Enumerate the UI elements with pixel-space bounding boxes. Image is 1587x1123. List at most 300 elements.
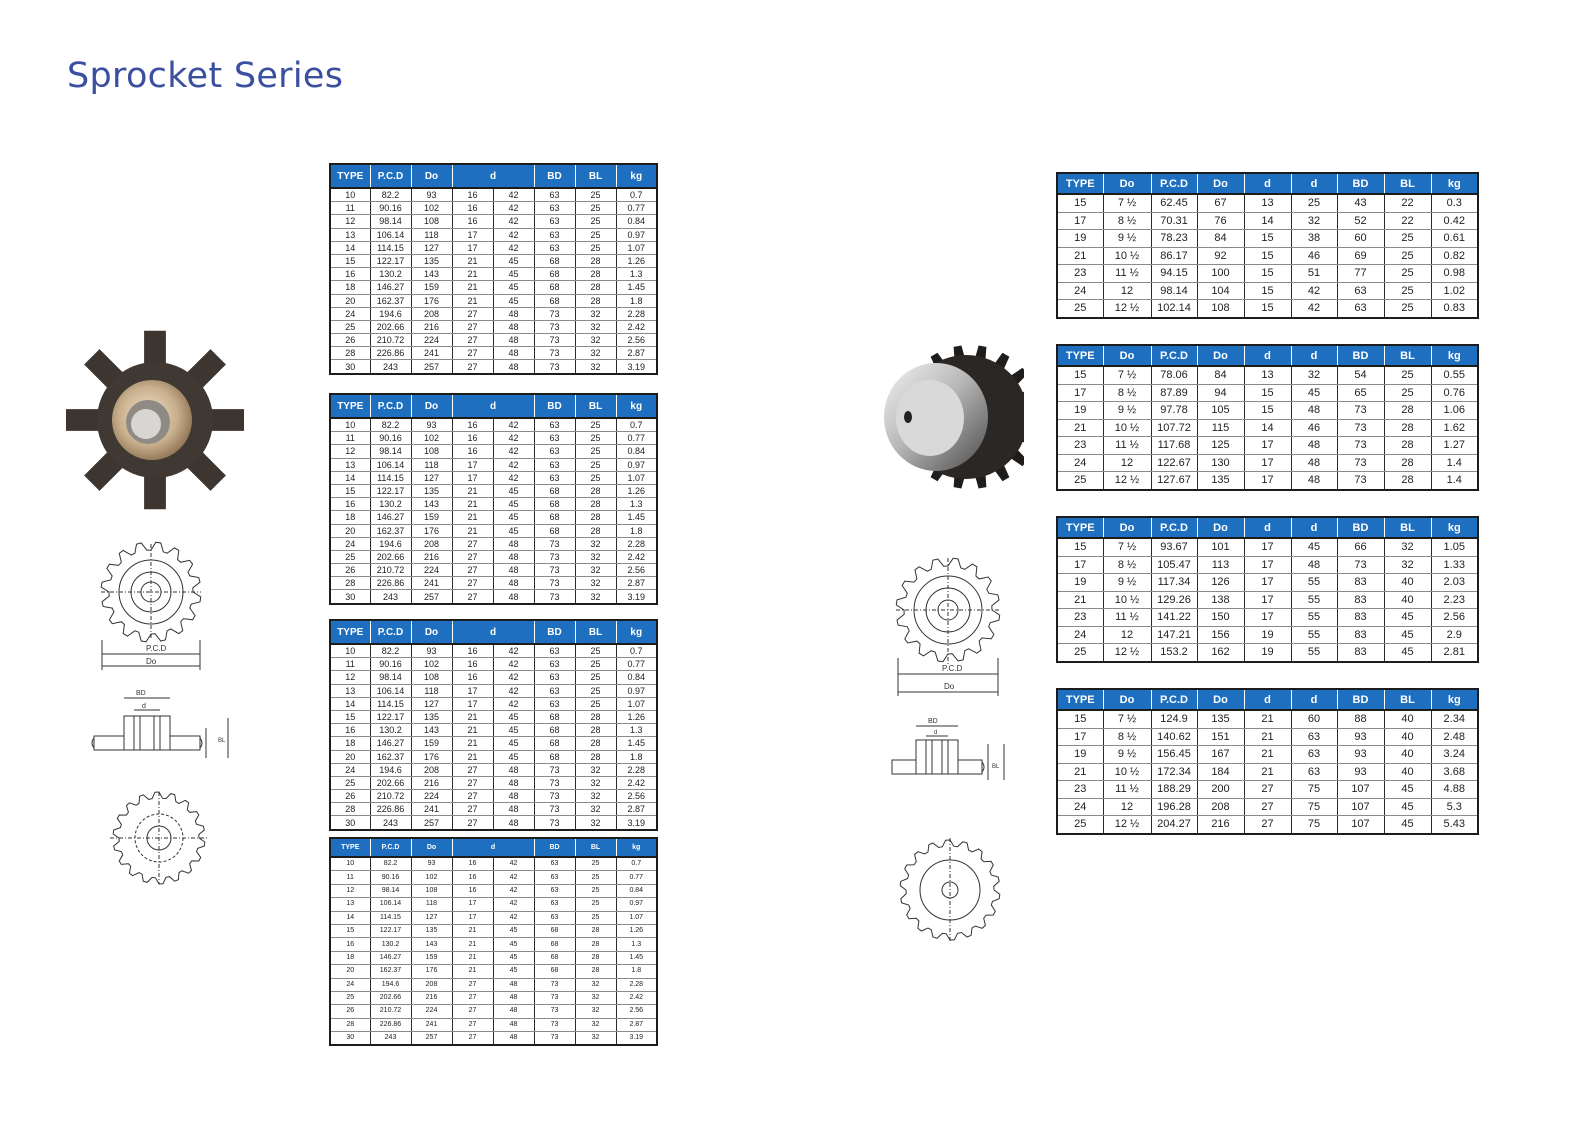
do-label: Do <box>146 657 157 666</box>
table-cell: 63 <box>1291 746 1337 764</box>
table-cell: 32 <box>575 564 616 577</box>
table-row <box>330 697 657 710</box>
table-cell: 1.26 <box>616 254 657 267</box>
table-cell: 146.27 <box>370 281 411 294</box>
table-cell: 16 <box>330 938 370 951</box>
table-cell: 241 <box>411 803 452 816</box>
table-header-row <box>1057 517 1478 538</box>
table-cell: 162.37 <box>370 965 411 978</box>
table-row <box>1057 300 1478 318</box>
table-cell: 18 <box>330 737 370 750</box>
table-cell: 216 <box>411 776 452 789</box>
table-cell: 48 <box>493 790 534 803</box>
column-header: kg <box>616 394 657 418</box>
table-row <box>330 577 657 590</box>
column-header: Do <box>411 394 452 418</box>
table-cell: 62.45 <box>1151 194 1197 212</box>
table-cell: 17 <box>1057 556 1103 574</box>
table-cell: 13 <box>330 898 370 911</box>
table-cell: 10 <box>330 857 370 871</box>
table-cell: 107.72 <box>1151 419 1197 437</box>
table-cell: 2.42 <box>616 776 657 789</box>
column-header: TYPE <box>330 394 370 418</box>
table-row <box>330 320 657 333</box>
column-header: BD <box>534 620 575 644</box>
table-cell: 107 <box>1337 781 1384 799</box>
table-cell: 28 <box>575 294 616 307</box>
table-cell: 73 <box>1337 454 1384 472</box>
column-header: TYPE <box>330 838 370 857</box>
table-cell: 141.22 <box>1151 609 1197 627</box>
table-cell: 156.45 <box>1151 746 1197 764</box>
table-cell: 45 <box>493 965 534 978</box>
table-cell: 0.7 <box>616 857 657 871</box>
table-cell: 45 <box>493 724 534 737</box>
table-cell: 45 <box>1291 538 1337 556</box>
table-cell: 24 <box>330 763 370 776</box>
table-cell: 224 <box>411 334 452 347</box>
table-cell: 162.37 <box>370 294 411 307</box>
table-cell: 135 <box>1197 710 1244 728</box>
table-row <box>330 590 657 604</box>
table-cell: 16 <box>330 498 370 511</box>
table-cell: 83 <box>1337 591 1384 609</box>
table-cell: 12 <box>330 671 370 684</box>
table-cell: 45 <box>493 511 534 524</box>
table-cell: 11 ½ <box>1103 265 1151 283</box>
table-cell: 27 <box>452 790 493 803</box>
table-cell: 98.14 <box>370 445 411 458</box>
table-row <box>330 498 657 511</box>
table-cell: 55 <box>1291 644 1337 662</box>
table-row <box>330 307 657 320</box>
table-row <box>330 737 657 750</box>
table-cell: 42 <box>493 884 534 897</box>
table-cell: 102.14 <box>1151 300 1197 318</box>
table-row <box>330 857 657 871</box>
table-cell: 11 ½ <box>1103 437 1151 455</box>
table-cell: 208 <box>411 537 452 550</box>
table-cell: 21 <box>452 498 493 511</box>
table-cell: 28 <box>575 511 616 524</box>
table-cell: 25 <box>575 644 616 658</box>
table-cell: 10 <box>330 188 370 202</box>
table-cell: 32 <box>1384 538 1431 556</box>
column-header: d <box>1291 689 1337 710</box>
table-cell: 28 <box>1384 437 1431 455</box>
table-cell: 226.86 <box>370 803 411 816</box>
table-cell: 130.2 <box>370 938 411 951</box>
table-cell: 21 <box>452 750 493 763</box>
table-cell: 73 <box>534 564 575 577</box>
table-cell: 184 <box>1197 763 1244 781</box>
table-cell: 0.42 <box>1431 212 1478 230</box>
table-cell: 2.28 <box>616 537 657 550</box>
table-cell: 63 <box>534 418 575 432</box>
table-cell: 16 <box>452 671 493 684</box>
table-cell: 28 <box>575 750 616 763</box>
table-cell: 42 <box>493 871 534 884</box>
table-cell: 12 ½ <box>1103 300 1151 318</box>
table-cell: 48 <box>493 1032 534 1046</box>
table-cell: 113 <box>1197 556 1244 574</box>
table-cell: 93 <box>411 857 452 871</box>
table-cell: 32 <box>575 537 616 550</box>
table-cell: 28 <box>575 951 616 964</box>
table-cell: 16 <box>452 188 493 202</box>
table-cell: 63 <box>534 228 575 241</box>
table-cell: 32 <box>575 816 616 830</box>
table-cell: 1.07 <box>616 697 657 710</box>
table-cell: 16 <box>452 202 493 215</box>
table-cell: 23 <box>1057 265 1103 283</box>
table-cell: 135 <box>411 484 452 497</box>
table-cell: 28 <box>575 524 616 537</box>
table-cell: 48 <box>493 590 534 604</box>
table-cell: 19 <box>1057 746 1103 764</box>
table-cell: 28 <box>330 803 370 816</box>
table-cell: 1.02 <box>1431 282 1478 300</box>
table-cell: 2.34 <box>1431 710 1478 728</box>
table-cell: 48 <box>1291 472 1337 490</box>
table-cell: 108 <box>411 671 452 684</box>
table-cell: 5.43 <box>1431 816 1478 834</box>
table-cell: 200 <box>1197 781 1244 799</box>
table-cell: 0.82 <box>1431 247 1478 265</box>
table-cell: 1.45 <box>616 511 657 524</box>
table-cell: 82.2 <box>370 188 411 202</box>
table-cell: 46 <box>1291 419 1337 437</box>
table-cell: 75 <box>1291 816 1337 834</box>
table-cell: 68 <box>534 281 575 294</box>
table-cell: 12 <box>1103 454 1151 472</box>
table-cell: 25 <box>575 911 616 924</box>
table-cell: 28 <box>575 737 616 750</box>
table-cell: 241 <box>411 577 452 590</box>
table-cell: 25 <box>575 471 616 484</box>
table-cell: 17 <box>452 228 493 241</box>
table-cell: 21 <box>452 281 493 294</box>
table-cell: 63 <box>534 445 575 458</box>
table-cell: 25 <box>575 697 616 710</box>
table-cell: 127 <box>411 471 452 484</box>
table-cell: 243 <box>370 360 411 374</box>
table-cell: 69 <box>1337 247 1384 265</box>
table-cell: 1.45 <box>616 281 657 294</box>
table-cell: 13 <box>330 228 370 241</box>
table-cell: 117.68 <box>1151 437 1197 455</box>
table-cell: 87.89 <box>1151 384 1197 402</box>
page-title: Sprocket Series <box>67 56 344 96</box>
table-cell: 32 <box>575 307 616 320</box>
table-cell: 45 <box>493 281 534 294</box>
table-cell: 17 <box>1244 591 1291 609</box>
table-cell: 17 <box>1057 384 1103 402</box>
column-header: Do <box>1197 689 1244 710</box>
column-header: BD <box>534 838 575 857</box>
table-cell: 241 <box>411 1018 452 1031</box>
table-cell: 98.14 <box>1151 282 1197 300</box>
column-header: BL <box>1384 345 1431 366</box>
table-cell: 45 <box>1384 781 1431 799</box>
table-cell: 16 <box>452 215 493 228</box>
table-cell: 1.07 <box>616 241 657 254</box>
table-cell: 20 <box>330 750 370 763</box>
table-cell: 24 <box>1057 282 1103 300</box>
table-cell: 210.72 <box>370 564 411 577</box>
table-cell: 25 <box>575 857 616 871</box>
table-cell: 42 <box>493 458 534 471</box>
table-row <box>330 484 657 497</box>
table-cell: 2.28 <box>616 763 657 776</box>
table-cell: 114.15 <box>370 911 411 924</box>
table-header-row <box>330 164 657 188</box>
column-header: BL <box>1384 689 1431 710</box>
table-cell: 105 <box>1197 402 1244 420</box>
table-cell: 28 <box>575 281 616 294</box>
table-cell: 3.19 <box>616 590 657 604</box>
table-cell: 48 <box>493 991 534 1004</box>
table-cell: 68 <box>534 724 575 737</box>
table-cell: 32 <box>1291 366 1337 384</box>
table-row <box>1057 419 1478 437</box>
table-cell: 28 <box>575 484 616 497</box>
table-cell: 27 <box>452 307 493 320</box>
table-cell: 55 <box>1291 574 1337 592</box>
table-cell: 48 <box>1291 437 1337 455</box>
table-row <box>330 790 657 803</box>
table-cell: 27 <box>452 763 493 776</box>
table-cell: 73 <box>534 334 575 347</box>
table-cell: 83 <box>1337 644 1384 662</box>
column-header: TYPE <box>330 620 370 644</box>
table-cell: 11 ½ <box>1103 609 1151 627</box>
table-cell: 45 <box>493 254 534 267</box>
table-row <box>330 550 657 563</box>
table-cell: 20 <box>330 294 370 307</box>
table-cell: 194.6 <box>370 978 411 991</box>
table-cell: 42 <box>493 202 534 215</box>
table-cell: 28 <box>575 710 616 723</box>
table-cell: 210.72 <box>370 790 411 803</box>
table-cell: 14 <box>330 911 370 924</box>
table-cell: 17 <box>452 684 493 697</box>
table-cell: 19 <box>1057 402 1103 420</box>
table-cell: 30 <box>330 360 370 374</box>
table-row <box>330 644 657 658</box>
table-cell: 0.97 <box>616 458 657 471</box>
table-cell: 25 <box>575 215 616 228</box>
table-cell: 77 <box>1337 265 1384 283</box>
table-cell: 32 <box>575 590 616 604</box>
table-cell: 25 <box>1384 247 1431 265</box>
table-cell: 73 <box>534 550 575 563</box>
table-cell: 129.26 <box>1151 591 1197 609</box>
table-cell: 12 <box>1103 626 1151 644</box>
column-header: TYPE <box>1057 173 1103 194</box>
table-cell: 114.15 <box>370 241 411 254</box>
table-cell: 55 <box>1291 591 1337 609</box>
table-cell: 130.2 <box>370 724 411 737</box>
table-cell: 67 <box>1197 194 1244 212</box>
table-cell: 122.17 <box>370 924 411 937</box>
table-cell: 126 <box>1197 574 1244 592</box>
table-cell: 48 <box>493 577 534 590</box>
table-cell: 45 <box>493 737 534 750</box>
table-cell: 21 <box>1244 763 1291 781</box>
sprocket-chain-drawing-right <box>894 832 1006 946</box>
table-cell: 108 <box>1197 300 1244 318</box>
table-cell: 162.37 <box>370 524 411 537</box>
table-cell: 25 <box>575 871 616 884</box>
table-row <box>330 871 657 884</box>
table-cell: 63 <box>534 911 575 924</box>
table-cell: 63 <box>1337 300 1384 318</box>
table-cell: 27 <box>452 776 493 789</box>
table-cell: 1.07 <box>616 911 657 924</box>
table-cell: 25 <box>575 884 616 897</box>
table-cell: 156 <box>1197 626 1244 644</box>
table-cell: 18 <box>330 951 370 964</box>
table-cell: 2.03 <box>1431 574 1478 592</box>
table-cell: 45 <box>1291 384 1337 402</box>
table-cell: 88 <box>1337 710 1384 728</box>
table-cell: 73 <box>534 978 575 991</box>
table-cell: 176 <box>411 524 452 537</box>
table-cell: 0.61 <box>1431 230 1478 248</box>
table-cell: 101 <box>1197 538 1244 556</box>
table-cell: 104 <box>1197 282 1244 300</box>
table-cell: 15 <box>1244 384 1291 402</box>
table-cell: 68 <box>534 498 575 511</box>
table-cell: 63 <box>534 644 575 658</box>
table-cell: 216 <box>411 320 452 333</box>
table-cell: 45 <box>1384 609 1431 627</box>
table-cell: 48 <box>493 307 534 320</box>
table-row <box>1057 746 1478 764</box>
column-header: Do <box>411 164 452 188</box>
column-header: P.C.D <box>370 394 411 418</box>
table-cell: 15 <box>330 924 370 937</box>
table-cell: 11 <box>330 432 370 445</box>
table-cell: 73 <box>1337 402 1384 420</box>
table-cell: 28 <box>575 924 616 937</box>
table-cell: 1.26 <box>616 484 657 497</box>
table-cell: 1.3 <box>616 498 657 511</box>
table-cell: 2.87 <box>616 1018 657 1031</box>
table-cell: 90.16 <box>370 432 411 445</box>
table-cell: 0.83 <box>1431 300 1478 318</box>
column-header: d <box>1244 517 1291 538</box>
table-cell: 28 <box>330 577 370 590</box>
table-cell: 1.06 <box>1431 402 1478 420</box>
table-cell: 42 <box>493 188 534 202</box>
table-row <box>330 763 657 776</box>
table-cell: 42 <box>1291 282 1337 300</box>
table-cell: 12 ½ <box>1103 816 1151 834</box>
column-header: Do <box>1103 689 1151 710</box>
table-cell: 143 <box>411 268 452 281</box>
table-cell: 216 <box>411 550 452 563</box>
table-cell: 12 ½ <box>1103 644 1151 662</box>
table-cell: 28 <box>330 347 370 360</box>
table-cell: 2.28 <box>616 307 657 320</box>
table-cell: 82.2 <box>370 418 411 432</box>
table-cell: 42 <box>493 432 534 445</box>
table-cell: 68 <box>534 750 575 763</box>
table-cell: 40 <box>1384 763 1431 781</box>
table-cell: 75 <box>1291 798 1337 816</box>
table-cell: 27 <box>452 360 493 374</box>
table-cell: 8 ½ <box>1103 728 1151 746</box>
table-cell: 15 <box>1244 247 1291 265</box>
table-cell: 93 <box>411 644 452 658</box>
table-cell: 2.9 <box>1431 626 1478 644</box>
column-header: P.C.D <box>1151 173 1197 194</box>
table-cell: 208 <box>411 307 452 320</box>
table-cell: 159 <box>411 737 452 750</box>
table-cell: 78.06 <box>1151 366 1197 384</box>
table-cell: 25 <box>330 776 370 789</box>
table-cell: 10 <box>330 644 370 658</box>
table-cell: 93 <box>411 418 452 432</box>
table-cell: 2.56 <box>616 1005 657 1018</box>
table-cell: 48 <box>493 1018 534 1031</box>
table-cell: 54 <box>1337 366 1384 384</box>
table-cell: 40 <box>1384 728 1431 746</box>
column-header: P.C.D <box>370 838 411 857</box>
table-cell: 0.84 <box>616 671 657 684</box>
table-cell: 48 <box>1291 556 1337 574</box>
table-cell: 1.45 <box>616 951 657 964</box>
table-cell: 159 <box>411 951 452 964</box>
table-cell: 27 <box>1244 781 1291 799</box>
table-cell: 13 <box>1244 194 1291 212</box>
table-cell: 2.56 <box>1431 609 1478 627</box>
column-header: kg <box>1431 689 1478 710</box>
spec-table-left-1 <box>329 163 658 375</box>
table-cell: 10 ½ <box>1103 419 1151 437</box>
table-cell: 0.3 <box>1431 194 1478 212</box>
table-cell: 14 <box>330 697 370 710</box>
table-cell: 42 <box>493 658 534 671</box>
table-row <box>1057 402 1478 420</box>
table-cell: 12 <box>330 215 370 228</box>
table-cell: 11 <box>330 871 370 884</box>
table-cell: 63 <box>534 241 575 254</box>
table-cell: 63 <box>534 684 575 697</box>
table-cell: 1.8 <box>616 750 657 763</box>
table-cell: 1.26 <box>616 710 657 723</box>
table-cell: 78.23 <box>1151 230 1197 248</box>
column-header: TYPE <box>330 164 370 188</box>
table-cell: 25 <box>330 991 370 1004</box>
table-cell: 25 <box>575 188 616 202</box>
table-cell: 0.77 <box>616 432 657 445</box>
table-cell: 28 <box>1384 402 1431 420</box>
column-header: Do <box>1103 173 1151 194</box>
table-cell: 16 <box>452 418 493 432</box>
table-cell: 102 <box>411 432 452 445</box>
table-cell: 202.66 <box>370 550 411 563</box>
table-cell: 1.05 <box>1431 538 1478 556</box>
table-cell: 102 <box>411 658 452 671</box>
table-cell: 130.2 <box>370 498 411 511</box>
sprocket-front-drawing-left <box>96 540 206 670</box>
table-cell: 243 <box>370 590 411 604</box>
table-cell: 0.97 <box>616 228 657 241</box>
table-cell: 25 <box>575 671 616 684</box>
